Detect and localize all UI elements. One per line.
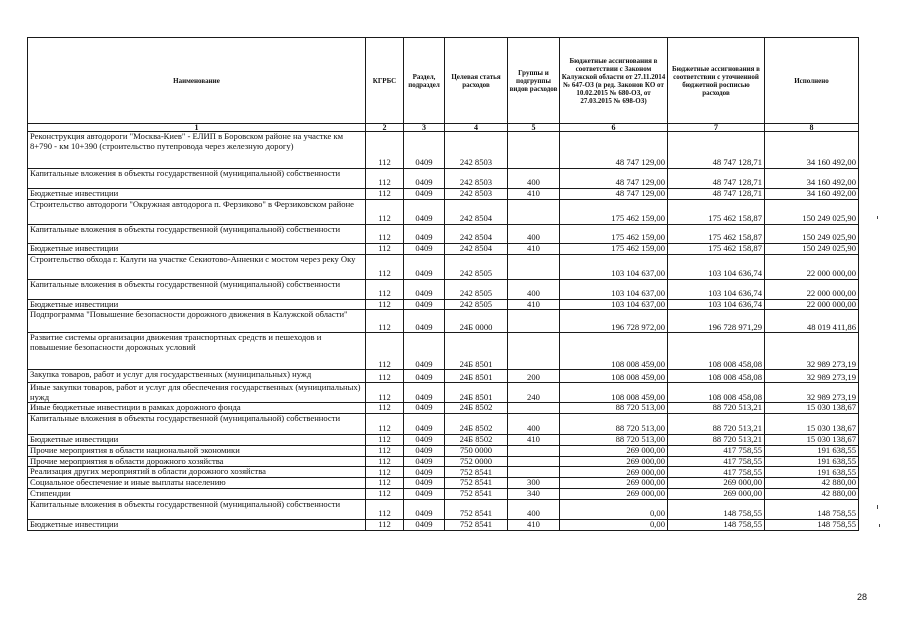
- row-revised-amount: 48 747 128,71: [668, 169, 765, 189]
- row-kgrbs: 112: [366, 467, 404, 478]
- row-executed-amount: 34 160 492,00: [765, 189, 859, 200]
- row-law-amount: 103 104 637,00: [560, 299, 668, 310]
- row-executed-amount: 191 638,55: [765, 456, 859, 467]
- row-executed-amount: 15 030 138,67: [765, 434, 859, 445]
- row-name: Бюджетные инвестиции: [28, 519, 366, 530]
- row-expense-group: 400: [508, 499, 560, 519]
- scan-artifact: [877, 505, 878, 509]
- row-expense-group: [508, 254, 560, 279]
- row-name: Закупка товаров, работ и услуг для государственных (муниципальных) нужд: [28, 370, 366, 383]
- table-row: [28, 279, 859, 299]
- row-name: Капитальные вложения в объекты государственной (муниципальной) собственности: [28, 413, 366, 434]
- row-section: 0409: [404, 478, 445, 489]
- row-name: Бюджетные инвестиции: [28, 434, 366, 445]
- row-revised-amount: 48 747 128,71: [668, 132, 765, 169]
- row-revised-amount: 175 462 158,87: [668, 244, 765, 255]
- row-revised-amount: 88 720 513,21: [668, 403, 765, 414]
- row-kgrbs: 112: [366, 413, 404, 434]
- column-number: 8: [765, 124, 859, 132]
- row-revised-amount: 108 008 458,08: [668, 333, 765, 370]
- row-law-amount: 103 104 637,00: [560, 254, 668, 279]
- row-expense-group: [508, 445, 560, 456]
- row-law-amount: 269 000,00: [560, 456, 668, 467]
- row-law-amount: 103 104 637,00: [560, 279, 668, 299]
- column-number: 2: [366, 124, 404, 132]
- row-expense-group: 240: [508, 383, 560, 403]
- row-kgrbs: 112: [366, 456, 404, 467]
- row-expense-group: 410: [508, 189, 560, 200]
- row-name: Капитальные вложения в объекты государственной (муниципальной) собственности: [28, 279, 366, 299]
- row-section: 0409: [404, 445, 445, 456]
- row-revised-amount: 108 008 458,08: [668, 370, 765, 383]
- row-section: 0409: [404, 169, 445, 189]
- row-section: 0409: [404, 299, 445, 310]
- row-expense-group: 400: [508, 279, 560, 299]
- row-kgrbs: 112: [366, 279, 404, 299]
- row-name: Стипендии: [28, 488, 366, 499]
- row-law-amount: 269 000,00: [560, 467, 668, 478]
- row-kgrbs: 112: [366, 132, 404, 169]
- row-revised-amount: 175 462 158,87: [668, 200, 765, 225]
- row-executed-amount: 22 000 000,00: [765, 279, 859, 299]
- row-name: Бюджетные инвестиции: [28, 299, 366, 310]
- header-section: Раздел, подраздел: [404, 38, 445, 124]
- row-section: 0409: [404, 225, 445, 244]
- row-executed-amount: 22 000 000,00: [765, 299, 859, 310]
- row-kgrbs: 112: [366, 189, 404, 200]
- row-section: 0409: [404, 434, 445, 445]
- row-name: Бюджетные инвестиции: [28, 189, 366, 200]
- row-name: Капитальные вложения в объекты государственной (муниципальной) собственности: [28, 225, 366, 244]
- table-row: [28, 132, 859, 169]
- row-kgrbs: 112: [366, 445, 404, 456]
- row-name: Бюджетные инвестиции: [28, 244, 366, 255]
- row-expense-group: 410: [508, 244, 560, 255]
- row-name: Строительство автодороги "Окружная автодорога п. Ферзиково" в Ферзиковском районе: [28, 200, 366, 225]
- column-number: 7: [668, 124, 765, 132]
- row-revised-amount: 417 758,55: [668, 445, 765, 456]
- row-expense-group: [508, 333, 560, 370]
- row-executed-amount: 42 880,00: [765, 488, 859, 499]
- row-revised-amount: 196 728 971,29: [668, 310, 765, 333]
- row-law-amount: 196 728 972,00: [560, 310, 668, 333]
- row-name: Прочие мероприятия в области дорожного хозяйства: [28, 456, 366, 467]
- row-name: Капитальные вложения в объекты государственной (муниципальной) собственности: [28, 169, 366, 189]
- row-expense-group: [508, 467, 560, 478]
- row-kgrbs: 112: [366, 200, 404, 225]
- row-target-article: 752 8541: [445, 519, 508, 530]
- row-kgrbs: 112: [366, 310, 404, 333]
- row-section: 0409: [404, 467, 445, 478]
- row-section: 0409: [404, 254, 445, 279]
- table-row: [28, 225, 859, 244]
- row-target-article: 242 8505: [445, 299, 508, 310]
- row-kgrbs: 112: [366, 403, 404, 414]
- row-section: 0409: [404, 383, 445, 403]
- header-executed: Исполнено: [765, 38, 859, 124]
- row-law-amount: 88 720 513,00: [560, 413, 668, 434]
- row-target-article: 242 8504: [445, 200, 508, 225]
- table-row: [28, 189, 859, 200]
- row-executed-amount: 15 030 138,67: [765, 403, 859, 414]
- row-name: Социальное обеспечение и иные выплаты населению: [28, 478, 366, 489]
- header-revised-allocations: Бюджетные ассигнования в соответствии с уточненной бюджетной росписью расходов: [668, 38, 765, 124]
- row-kgrbs: 112: [366, 244, 404, 255]
- row-law-amount: 0,00: [560, 519, 668, 530]
- row-revised-amount: 417 758,55: [668, 456, 765, 467]
- row-kgrbs: 112: [366, 299, 404, 310]
- table-row: [28, 169, 859, 189]
- row-target-article: 24Б 8502: [445, 403, 508, 414]
- table-row: [28, 445, 859, 456]
- row-target-article: 24Б 8502: [445, 434, 508, 445]
- row-law-amount: 175 462 159,00: [560, 244, 668, 255]
- table-row: [28, 254, 859, 279]
- row-target-article: 24Б 8501: [445, 370, 508, 383]
- row-executed-amount: 148 758,55: [765, 499, 859, 519]
- row-executed-amount: 191 638,55: [765, 467, 859, 478]
- row-law-amount: 48 747 129,00: [560, 169, 668, 189]
- row-section: 0409: [404, 499, 445, 519]
- table-row: [28, 499, 859, 519]
- row-executed-amount: 15 030 138,67: [765, 413, 859, 434]
- page-number: 28: [857, 592, 868, 602]
- row-revised-amount: 88 720 513,21: [668, 434, 765, 445]
- row-executed-amount: 32 989 273,19: [765, 333, 859, 370]
- header-kgrbs: КГРБС: [366, 38, 404, 124]
- row-kgrbs: 112: [366, 478, 404, 489]
- row-expense-group: 410: [508, 434, 560, 445]
- row-target-article: 752 8541: [445, 499, 508, 519]
- row-expense-group: [508, 132, 560, 169]
- row-revised-amount: 88 720 513,21: [668, 413, 765, 434]
- row-executed-amount: 22 000 000,00: [765, 254, 859, 279]
- row-law-amount: 175 462 159,00: [560, 225, 668, 244]
- row-section: 0409: [404, 519, 445, 530]
- row-section: 0409: [404, 279, 445, 299]
- row-revised-amount: 148 758,55: [668, 519, 765, 530]
- row-executed-amount: 150 249 025,90: [765, 200, 859, 225]
- row-name: Иные бюджетные инвестиции в рамках дорожного фонда: [28, 403, 366, 414]
- row-kgrbs: 112: [366, 499, 404, 519]
- row-target-article: 242 8503: [445, 132, 508, 169]
- row-expense-group: 400: [508, 413, 560, 434]
- row-target-article: 752 8541: [445, 488, 508, 499]
- row-executed-amount: 32 989 273,19: [765, 370, 859, 383]
- row-law-amount: 108 008 459,00: [560, 383, 668, 403]
- row-revised-amount: 269 000,00: [668, 478, 765, 489]
- row-section: 0409: [404, 244, 445, 255]
- header-row: [28, 38, 859, 124]
- row-executed-amount: 34 160 492,00: [765, 132, 859, 169]
- column-number: 5: [508, 124, 560, 132]
- row-section: 0409: [404, 189, 445, 200]
- row-revised-amount: 417 758,55: [668, 467, 765, 478]
- table-row: [28, 488, 859, 499]
- table-row: [28, 434, 859, 445]
- table-row: [28, 244, 859, 255]
- header-law-allocations: Бюджетные ассигнования в соответствии с Законом Калужской области от 27.11.2014 № 647-ОЗ (в ред. Законов КО от 10.02.2015 № 680-ОЗ, от 27.03.2015 № 698-ОЗ): [560, 38, 668, 124]
- row-name: Капитальные вложения в объекты государственной (муниципальной) собственности: [28, 499, 366, 519]
- row-law-amount: 175 462 159,00: [560, 200, 668, 225]
- row-kgrbs: 112: [366, 383, 404, 403]
- row-revised-amount: 148 758,55: [668, 499, 765, 519]
- row-executed-amount: 48 019 411,86: [765, 310, 859, 333]
- row-kgrbs: 112: [366, 254, 404, 279]
- row-target-article: 24Б 8501: [445, 333, 508, 370]
- row-expense-group: 340: [508, 488, 560, 499]
- row-name: Реализация других мероприятий в области дорожного хозяйства: [28, 467, 366, 478]
- table-row: [28, 456, 859, 467]
- header-expense-group: Группы и подгруппы видов расходов: [508, 38, 560, 124]
- table-row: [28, 478, 859, 489]
- row-executed-amount: 34 160 492,00: [765, 169, 859, 189]
- row-name: Подпрограмма "Повышение безопасности дорожного движения в Калужской области": [28, 310, 366, 333]
- row-section: 0409: [404, 310, 445, 333]
- row-name: Строительство обхода г. Калуги на участке Секиотово-Анненки с мостом через реку Оку: [28, 254, 366, 279]
- row-expense-group: 400: [508, 169, 560, 189]
- row-expense-group: 300: [508, 478, 560, 489]
- table-body: [28, 132, 859, 531]
- row-law-amount: 108 008 459,00: [560, 370, 668, 383]
- row-section: 0409: [404, 488, 445, 499]
- row-executed-amount: 150 249 025,90: [765, 244, 859, 255]
- column-number: 1: [28, 124, 366, 132]
- row-name: Иные закупки товаров, работ и услуг для обеспечения государственных (муниципальных) нужд: [28, 383, 366, 403]
- row-expense-group: 200: [508, 370, 560, 383]
- row-expense-group: [508, 310, 560, 333]
- table-row: [28, 383, 859, 403]
- row-target-article: 242 8504: [445, 225, 508, 244]
- row-law-amount: 88 720 513,00: [560, 434, 668, 445]
- table-row: [28, 413, 859, 434]
- row-target-article: 242 8504: [445, 244, 508, 255]
- table-row: [28, 310, 859, 333]
- budget-table: [27, 37, 859, 531]
- row-target-article: 24Б 8501: [445, 383, 508, 403]
- table-row: [28, 467, 859, 478]
- row-target-article: 242 8505: [445, 254, 508, 279]
- table-row: [28, 200, 859, 225]
- row-target-article: 752 8541: [445, 478, 508, 489]
- row-executed-amount: 32 989 273,19: [765, 383, 859, 403]
- row-law-amount: 269 000,00: [560, 445, 668, 456]
- row-section: 0409: [404, 413, 445, 434]
- table-row: [28, 403, 859, 414]
- row-revised-amount: 48 747 128,71: [668, 189, 765, 200]
- row-law-amount: 48 747 129,00: [560, 132, 668, 169]
- row-law-amount: 48 747 129,00: [560, 189, 668, 200]
- row-target-article: 750 0000: [445, 445, 508, 456]
- column-number: 3: [404, 124, 445, 132]
- row-law-amount: 269 000,00: [560, 478, 668, 489]
- row-kgrbs: 112: [366, 434, 404, 445]
- row-expense-group: 410: [508, 519, 560, 530]
- row-kgrbs: 112: [366, 169, 404, 189]
- row-revised-amount: 175 462 158,87: [668, 225, 765, 244]
- row-target-article: 24Б 8502: [445, 413, 508, 434]
- row-executed-amount: 148 758,55: [765, 519, 859, 530]
- row-name: Развитие системы организации движения транспортных средств и пешеходов и повышение безопасности дорожных условий: [28, 333, 366, 370]
- row-kgrbs: 112: [366, 333, 404, 370]
- scan-artifact: [877, 216, 878, 219]
- row-name: Прочие мероприятия в области национальной экономики: [28, 445, 366, 456]
- row-section: 0409: [404, 456, 445, 467]
- row-name: Реконструкция автодороги "Москва-Киев" - ЕЛИП в Боровском районе на участке км 8+790 - км 10+390 (строительство путепровода через железную дорогу): [28, 132, 366, 169]
- row-law-amount: 0,00: [560, 499, 668, 519]
- row-executed-amount: 191 638,55: [765, 445, 859, 456]
- row-section: 0409: [404, 333, 445, 370]
- row-expense-group: [508, 200, 560, 225]
- table-row: [28, 370, 859, 383]
- row-law-amount: 269 000,00: [560, 488, 668, 499]
- table-row: [28, 299, 859, 310]
- row-section: 0409: [404, 403, 445, 414]
- row-target-article: 24Б 0000: [445, 310, 508, 333]
- row-target-article: 752 8541: [445, 467, 508, 478]
- header-target-article: Целевая статья расходов: [445, 38, 508, 124]
- row-kgrbs: 112: [366, 488, 404, 499]
- row-expense-group: [508, 403, 560, 414]
- table-row: [28, 519, 859, 530]
- row-kgrbs: 112: [366, 519, 404, 530]
- row-revised-amount: 103 104 636,74: [668, 299, 765, 310]
- column-number: 6: [560, 124, 668, 132]
- row-target-article: 242 8503: [445, 189, 508, 200]
- row-expense-group: 410: [508, 299, 560, 310]
- row-law-amount: 88 720 513,00: [560, 403, 668, 414]
- header-name: Наименование: [28, 38, 366, 124]
- row-section: 0409: [404, 370, 445, 383]
- row-kgrbs: 112: [366, 225, 404, 244]
- row-target-article: 242 8505: [445, 279, 508, 299]
- column-number-row: [28, 124, 859, 132]
- column-number: 4: [445, 124, 508, 132]
- row-law-amount: 108 008 459,00: [560, 333, 668, 370]
- row-revised-amount: 269 000,00: [668, 488, 765, 499]
- table-row: [28, 333, 859, 370]
- scan-artifact: [879, 524, 880, 527]
- row-executed-amount: 42 880,00: [765, 478, 859, 489]
- row-revised-amount: 103 104 636,74: [668, 279, 765, 299]
- row-target-article: 752 0000: [445, 456, 508, 467]
- row-expense-group: 400: [508, 225, 560, 244]
- row-section: 0409: [404, 132, 445, 169]
- row-section: 0409: [404, 200, 445, 225]
- row-executed-amount: 150 249 025,90: [765, 225, 859, 244]
- row-expense-group: [508, 456, 560, 467]
- row-revised-amount: 108 008 458,08: [668, 383, 765, 403]
- row-target-article: 242 8503: [445, 169, 508, 189]
- row-kgrbs: 112: [366, 370, 404, 383]
- row-revised-amount: 103 104 636,74: [668, 254, 765, 279]
